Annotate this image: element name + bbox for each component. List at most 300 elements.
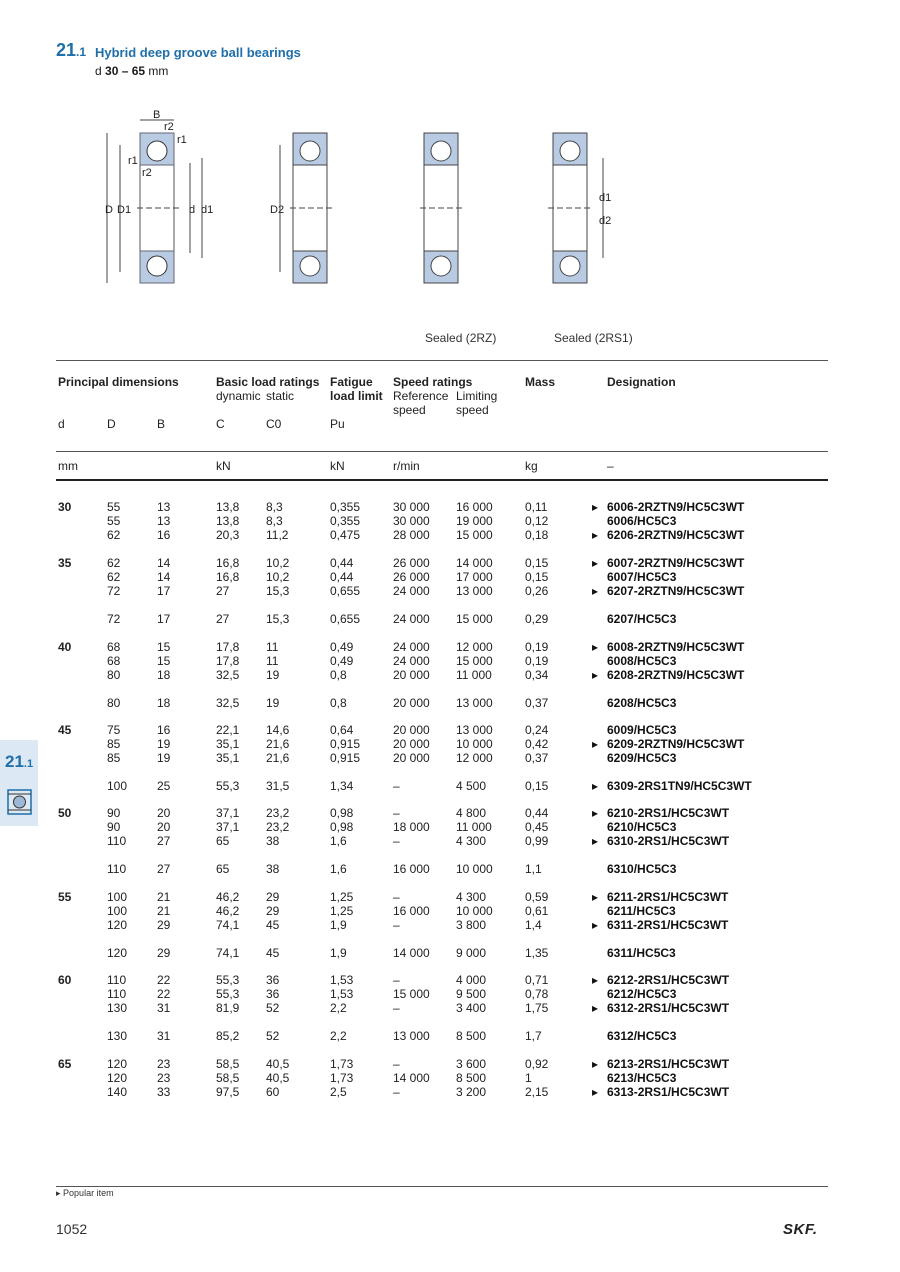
table-cell: 20 000 xyxy=(393,723,430,737)
designation-link[interactable]: 6207-2RZTN9/HC5C3WT xyxy=(607,584,745,598)
table-cell: 20,3 xyxy=(216,528,240,542)
table-cell: 110 xyxy=(107,987,127,1001)
th-sym-C: C xyxy=(216,417,225,431)
th-basic-load-ratings: Basic load ratings xyxy=(216,375,320,389)
table-cell: 62 xyxy=(107,556,121,570)
table-cell: 0,99 xyxy=(525,834,549,848)
designation-link[interactable]: 6311/HC5C3 xyxy=(607,946,676,960)
th-static: static xyxy=(266,389,295,403)
designation-link[interactable]: 6207/HC5C3 xyxy=(607,612,677,626)
label-B: B xyxy=(153,109,161,121)
table-cell: 0,8 xyxy=(330,696,347,710)
table-cell: 45 xyxy=(266,946,280,960)
skf-logo: SKF. xyxy=(783,1221,818,1238)
table-cell: 16 000 xyxy=(456,500,493,514)
table-cell: 81,9 xyxy=(216,1001,240,1015)
table-cell: 0,29 xyxy=(525,612,549,626)
table-cell: 0,475 xyxy=(330,528,361,542)
table-cell: 62 xyxy=(107,570,121,584)
table-cell: 31 xyxy=(157,1001,171,1015)
table-cell: 65 xyxy=(216,834,230,848)
table-cell: 2,15 xyxy=(525,1085,549,1099)
unit-kN-fatigue: kN xyxy=(330,459,345,473)
table-cell: 27 xyxy=(157,862,171,876)
label-r2-inner: r2 xyxy=(142,167,152,179)
bore-range: d 30 – 65 mm xyxy=(95,64,169,78)
th-sym-B: B xyxy=(157,417,166,431)
page-number: 1052 xyxy=(56,1221,88,1237)
table-cell: 13 000 xyxy=(456,723,493,737)
designation-link[interactable]: 6212/HC5C3 xyxy=(607,987,677,1001)
table-cell: 27 xyxy=(216,612,230,626)
table-cell: 0,655 xyxy=(330,584,361,598)
designation-link[interactable]: 6309-2RS1TN9/HC5C3WT xyxy=(607,779,752,793)
table-cell: 0,19 xyxy=(525,640,549,654)
designation-link[interactable]: 6008/HC5C3 xyxy=(607,654,677,668)
table-cell: 58,5 xyxy=(216,1071,240,1085)
table-cell: 14 000 xyxy=(393,946,430,960)
table-cell: 4 300 xyxy=(456,834,487,848)
table-cell: 0,78 xyxy=(525,987,549,1001)
table-cell: 36 xyxy=(266,987,280,1001)
table-cell: 46,2 xyxy=(216,890,240,904)
table-cell: 12 000 xyxy=(456,640,493,654)
table-cell: 29 xyxy=(266,890,280,904)
table-cell: 55,3 xyxy=(216,779,240,793)
table-cell: 120 xyxy=(107,918,128,932)
table-cell: 0,37 xyxy=(525,696,549,710)
table-cell: 33 xyxy=(157,1085,171,1099)
table-cell: 19 xyxy=(157,737,171,751)
footer-rule xyxy=(56,1186,828,1187)
table-cell: 29 xyxy=(266,904,280,918)
section-number: 21.1 xyxy=(56,40,87,60)
table-cell: 38 xyxy=(266,862,280,876)
table-cell: 1,73 xyxy=(330,1071,354,1085)
label-r2: r2 xyxy=(164,121,174,133)
table-cell: 16,8 xyxy=(216,556,240,570)
table-cell: 19 xyxy=(266,696,280,710)
table-cell: 19 xyxy=(157,751,171,765)
table-cell: 20 000 xyxy=(393,737,430,751)
table-cell: 52 xyxy=(266,1001,280,1015)
label-d1-seal: d1 xyxy=(599,192,612,204)
unit-mm: mm xyxy=(58,459,78,473)
table-cell: 9 000 xyxy=(456,946,487,960)
table-cell: 13 000 xyxy=(393,1029,430,1043)
table-cell: 22 xyxy=(157,987,171,1001)
table-cell: 130 xyxy=(107,1029,128,1043)
table-cell: 25 xyxy=(157,779,171,793)
table-cell: 1,9 xyxy=(330,918,347,932)
designation-link[interactable]: 6310-2RS1/HC5C3WT xyxy=(607,834,730,848)
table-cell: 80 xyxy=(107,696,121,710)
popular-marker-icon: ▸ xyxy=(592,973,599,987)
table-cell: 16,8 xyxy=(216,570,240,584)
table-cell: 2,2 xyxy=(330,1001,347,1015)
table-cell: 85 xyxy=(107,751,121,765)
designation-link[interactable]: 6006-2RZTN9/HC5C3WT xyxy=(607,500,745,514)
table-cell: 0,915 xyxy=(330,751,361,765)
table-cell: 31 xyxy=(157,1029,171,1043)
label-r1: r1 xyxy=(177,134,187,146)
table-cell: 24 000 xyxy=(393,640,430,654)
table-cell: 27 xyxy=(157,834,171,848)
table-cell: 0,64 xyxy=(330,723,354,737)
popular-marker-icon: ▸ xyxy=(592,890,599,904)
table-cell: 26 000 xyxy=(393,556,430,570)
table-cell: 1,25 xyxy=(330,904,354,918)
table-cell: 0,24 xyxy=(525,723,549,737)
table-cell: 16 000 xyxy=(393,904,430,918)
unit-rmin: r/min xyxy=(393,459,420,473)
th-sym-d: d xyxy=(58,417,65,431)
designation-link[interactable]: 6211/HC5C3 xyxy=(607,904,676,918)
group-bore-diameter: 65 xyxy=(58,1057,72,1071)
popular-marker-icon: ▸ xyxy=(592,640,599,654)
table-cell: 1,6 xyxy=(330,834,347,848)
popular-marker-icon: ▸ xyxy=(592,1001,599,1015)
diagram-2rs1-bearing xyxy=(548,133,603,283)
table-cell: 8 500 xyxy=(456,1029,487,1043)
popular-marker-icon: ▸ xyxy=(592,1057,599,1071)
table-cell: 100 xyxy=(107,890,128,904)
table-cell: 21,6 xyxy=(266,737,290,751)
designation-link[interactable]: 6210-2RS1/HC5C3WT xyxy=(607,806,730,820)
table-cell: 30 000 xyxy=(393,514,430,528)
group-bore-diameter: 55 xyxy=(58,890,72,904)
designation-link[interactable]: 6007-2RZTN9/HC5C3WT xyxy=(607,556,745,570)
table-cell: 13,8 xyxy=(216,500,240,514)
table-cell: 20 xyxy=(157,806,171,820)
designation-link[interactable]: 6007/HC5C3 xyxy=(607,570,677,584)
table-cell: 0,355 xyxy=(330,514,361,528)
popular-marker-icon: ▸ xyxy=(592,500,599,514)
table-cell: 14,6 xyxy=(266,723,290,737)
table-cell: – xyxy=(393,779,400,793)
table-cell: 16 xyxy=(157,723,171,737)
table-cell: 31,5 xyxy=(266,779,290,793)
table-cell: 13 000 xyxy=(456,696,493,710)
table-cell: 0,71 xyxy=(525,973,549,987)
designation-link[interactable]: 6213/HC5C3 xyxy=(607,1071,677,1085)
table-cell: 1,25 xyxy=(330,890,354,904)
label-r1-inner: r1 xyxy=(128,155,138,167)
table-cell: 36 xyxy=(266,973,280,987)
table-cell: 0,15 xyxy=(525,570,549,584)
table-cell: 0,18 xyxy=(525,528,549,542)
table-cell: 3 400 xyxy=(456,1001,487,1015)
table-cell: 60 xyxy=(266,1085,280,1099)
table-cell: 18 xyxy=(157,668,171,682)
diagram-2rz-bearing xyxy=(420,133,462,283)
th-designation: Designation xyxy=(607,375,676,389)
table-cell: 1,7 xyxy=(525,1029,542,1043)
table-cell: 17,8 xyxy=(216,640,240,654)
table-cell: 15 xyxy=(157,654,171,668)
table-cell: 15,3 xyxy=(266,612,290,626)
popular-marker-icon: ▸ xyxy=(592,918,599,932)
th-mass: Mass xyxy=(525,375,556,389)
designation-link[interactable]: 6312/HC5C3 xyxy=(607,1029,677,1043)
th-sym-Pu: Pu xyxy=(330,417,345,431)
table-cell: 1,75 xyxy=(525,1001,549,1015)
th-limiting-speed-2: speed xyxy=(456,403,489,417)
table-cell: 11 000 xyxy=(456,820,492,834)
table-cell: 9 500 xyxy=(456,987,487,1001)
table-cell: 100 xyxy=(107,904,128,918)
table-cell: 14 000 xyxy=(393,1071,430,1085)
th-fatigue: Fatigue xyxy=(330,375,373,389)
table-cell: 24 000 xyxy=(393,654,430,668)
th-limiting-speed-1: Limiting xyxy=(456,389,498,403)
table-cell: 110 xyxy=(107,834,127,848)
table-cell: 2,2 xyxy=(330,1029,347,1043)
table-cell: 17 xyxy=(157,584,171,598)
table-cell: 38 xyxy=(266,834,280,848)
table-cell: 0,15 xyxy=(525,779,549,793)
table-cell: 0,49 xyxy=(330,654,354,668)
table-cell: – xyxy=(393,890,400,904)
table-cell: – xyxy=(393,1085,400,1099)
table-cell: 40,5 xyxy=(266,1071,290,1085)
table-cell: 19 000 xyxy=(456,514,493,528)
table-cell: 29 xyxy=(157,918,171,932)
table-cell: 0,44 xyxy=(525,806,549,820)
caption-2rz: Sealed (2RZ) xyxy=(425,331,497,345)
designation-link[interactable]: 6313-2RS1/HC5C3WT xyxy=(607,1085,730,1099)
table-cell: 3 200 xyxy=(456,1085,487,1099)
table-cell: 58,5 xyxy=(216,1057,240,1071)
group-bore-diameter: 50 xyxy=(58,806,72,820)
designation-link[interactable]: 6208-2RZTN9/HC5C3WT xyxy=(607,668,745,682)
table-cell: 1,35 xyxy=(525,946,549,960)
caption-2rs1: Sealed (2RS1) xyxy=(554,331,633,345)
designation-link[interactable]: 6311-2RS1/HC5C3WT xyxy=(607,918,729,932)
table-cell: 15,3 xyxy=(266,584,290,598)
table-cell: 0,15 xyxy=(525,556,549,570)
table-cell: – xyxy=(393,806,400,820)
table-cell: 8 500 xyxy=(456,1071,487,1085)
designation-link[interactable]: 6312-2RS1/HC5C3WT xyxy=(607,1001,730,1015)
table-cell: 1,1 xyxy=(525,862,542,876)
th-sym-C0: C0 xyxy=(266,417,282,431)
designation-link[interactable]: 6008-2RZTN9/HC5C3WT xyxy=(607,640,745,654)
table-cell: 0,12 xyxy=(525,514,549,528)
table-cell: 1,9 xyxy=(330,946,347,960)
table-cell: 65 xyxy=(216,862,230,876)
table-cell: 21,6 xyxy=(266,751,290,765)
table-cell: 32,5 xyxy=(216,668,240,682)
table-cell: 4 300 xyxy=(456,890,487,904)
popular-marker-icon: ▸ xyxy=(592,584,599,598)
designation-link[interactable]: 6211-2RS1/HC5C3WT xyxy=(607,890,729,904)
table-cell: 10 000 xyxy=(456,904,493,918)
table-cell: 35,1 xyxy=(216,737,240,751)
table-cell: 37,1 xyxy=(216,806,240,820)
table-cell: 15 000 xyxy=(393,987,430,1001)
table-cell: 74,1 xyxy=(216,946,240,960)
table-cell: 0,26 xyxy=(525,584,549,598)
table-cell: 0,44 xyxy=(330,570,354,584)
table-cell: 17 000 xyxy=(456,570,493,584)
th-dynamic: dynamic xyxy=(216,389,261,403)
table-cell: 24 000 xyxy=(393,584,430,598)
table-cell: 0,915 xyxy=(330,737,361,751)
table-cell: – xyxy=(393,1057,400,1071)
designation-link[interactable]: 6310/HC5C3 xyxy=(607,862,677,876)
th-load-limit: load limit xyxy=(330,389,383,403)
table-cell: 18 xyxy=(157,696,171,710)
table-cell: 0,11 xyxy=(525,500,548,514)
table-cell: 20 000 xyxy=(393,668,430,682)
table-cell: 140 xyxy=(107,1085,128,1099)
table-cell: 0,8 xyxy=(330,668,347,682)
popular-marker-icon: ▸ xyxy=(592,528,599,542)
table-cell: 14 xyxy=(157,570,171,584)
table-cell: 11,2 xyxy=(266,528,289,542)
label-D1: D1 xyxy=(117,204,132,216)
table-cell: 1 xyxy=(525,1071,532,1085)
table-cell: 29 xyxy=(157,946,171,960)
table-cell: 15 000 xyxy=(456,654,493,668)
table-cell: 45 xyxy=(266,918,280,932)
table-body-rule xyxy=(56,479,828,481)
footnote: ▸ Popular item xyxy=(56,1188,114,1198)
table-cell: 80 xyxy=(107,668,121,682)
table-top-rule xyxy=(56,360,828,361)
designation-link[interactable]: 6006/HC5C3 xyxy=(607,514,677,528)
table-cell: 0,42 xyxy=(525,737,549,751)
diagram-open-bearing xyxy=(107,120,202,283)
bearing-diagrams xyxy=(90,100,650,300)
table-cell: 35,1 xyxy=(216,751,240,765)
table-cell: 1,53 xyxy=(330,987,354,1001)
table-cell: 10 000 xyxy=(456,862,493,876)
table-cell: 4 000 xyxy=(456,973,487,987)
table-cell: 10,2 xyxy=(266,570,290,584)
table-cell: 1,4 xyxy=(525,918,542,932)
table-cell: 8,3 xyxy=(266,500,283,514)
table-cell: 55 xyxy=(107,514,121,528)
table-cell: 3 600 xyxy=(456,1057,487,1071)
table-cell: 22 xyxy=(157,973,171,987)
table-cell: 72 xyxy=(107,584,121,598)
table-cell: 30 000 xyxy=(393,500,430,514)
designation-link[interactable]: 6210/HC5C3 xyxy=(607,820,677,834)
table-cell: – xyxy=(393,918,400,932)
table-cell: 22,1 xyxy=(216,723,240,737)
designation-link[interactable]: 6208/HC5C3 xyxy=(607,696,677,710)
label-d: d xyxy=(189,204,196,216)
table-cell: 3 800 xyxy=(456,918,487,932)
table-cell: 23 xyxy=(157,1057,171,1071)
designation-link[interactable]: 6212-2RS1/HC5C3WT xyxy=(607,973,730,987)
table-cell: 72 xyxy=(107,612,121,626)
table-cell: 37,1 xyxy=(216,820,240,834)
table-cell: 21 xyxy=(157,890,171,904)
table-cell: – xyxy=(393,1001,400,1015)
designation-link[interactable]: 6213-2RS1/HC5C3WT xyxy=(607,1057,730,1071)
table-cell: 1,34 xyxy=(330,779,354,793)
table-cell: 0,98 xyxy=(330,806,354,820)
table-cell: 13 xyxy=(157,500,171,514)
table-cell: 68 xyxy=(107,640,121,654)
table-cell: 40,5 xyxy=(266,1057,290,1071)
table-cell: 0,34 xyxy=(525,668,549,682)
table-unit-rule xyxy=(56,451,828,452)
unit-kN: kN xyxy=(216,459,231,473)
group-bore-diameter: 35 xyxy=(58,556,72,570)
unit-kg: kg xyxy=(525,459,538,473)
table-cell: 8,3 xyxy=(266,514,283,528)
table-cell: 90 xyxy=(107,806,121,820)
table-cell: 20 000 xyxy=(393,751,430,765)
table-cell: 0,92 xyxy=(525,1057,549,1071)
table-cell: 18 000 xyxy=(393,820,430,834)
table-cell: – xyxy=(393,973,400,987)
designation-link[interactable]: 6209-2RZTN9/HC5C3WT xyxy=(607,737,745,751)
table-cell: 19 xyxy=(266,668,280,682)
th-reference-speed-1: Reference xyxy=(393,389,449,403)
table-cell: 23,2 xyxy=(266,820,290,834)
popular-marker-icon: ▸ xyxy=(592,668,599,682)
th-principal-dimensions: Principal dimensions xyxy=(58,375,179,389)
label-d1: d1 xyxy=(201,204,214,216)
table-cell: 90 xyxy=(107,820,121,834)
table-cell: 74,1 xyxy=(216,918,240,932)
table-cell: 17,8 xyxy=(216,654,240,668)
table-cell: 85 xyxy=(107,737,121,751)
table-cell: 100 xyxy=(107,779,128,793)
table-cell: 28 000 xyxy=(393,528,430,542)
th-sym-D: D xyxy=(107,417,116,431)
table-cell: 0,19 xyxy=(525,654,549,668)
label-D: D xyxy=(105,204,113,216)
table-cell: 21 xyxy=(157,904,171,918)
table-cell: 120 xyxy=(107,946,128,960)
diagram-shielded-bearing xyxy=(280,133,333,283)
table-cell: 12 000 xyxy=(456,751,493,765)
table-cell: 4 500 xyxy=(456,779,487,793)
table-cell: 0,49 xyxy=(330,640,354,654)
table-cell: 55,3 xyxy=(216,987,240,1001)
th-reference-speed-2: speed xyxy=(393,403,426,417)
group-bore-diameter: 30 xyxy=(58,500,72,514)
table-cell: 0,45 xyxy=(525,820,549,834)
table-cell: 11 xyxy=(266,654,279,668)
table-cell: 97,5 xyxy=(216,1085,240,1099)
popular-marker-icon: ▸ xyxy=(592,1085,599,1099)
table-cell: 120 xyxy=(107,1071,128,1085)
table-cell: 24 000 xyxy=(393,612,430,626)
table-cell: 85,2 xyxy=(216,1029,240,1043)
table-cell: 0,98 xyxy=(330,820,354,834)
group-bore-diameter: 40 xyxy=(58,640,72,654)
table-cell: 75 xyxy=(107,723,121,737)
designation-link[interactable]: 6206-2RZTN9/HC5C3WT xyxy=(607,528,745,542)
bearing-icon xyxy=(7,789,32,815)
designation-link[interactable]: 6009/HC5C3 xyxy=(607,723,677,737)
table-cell: 55,3 xyxy=(216,973,240,987)
table-cell: 1,53 xyxy=(330,973,354,987)
designation-link[interactable]: 6209/HC5C3 xyxy=(607,751,677,765)
table-cell: 16 xyxy=(157,528,171,542)
unit-dash: – xyxy=(607,459,614,473)
page-title: Hybrid deep groove ball bearings xyxy=(95,45,301,60)
table-cell: 0,355 xyxy=(330,500,361,514)
table-cell: 20 000 xyxy=(393,696,430,710)
